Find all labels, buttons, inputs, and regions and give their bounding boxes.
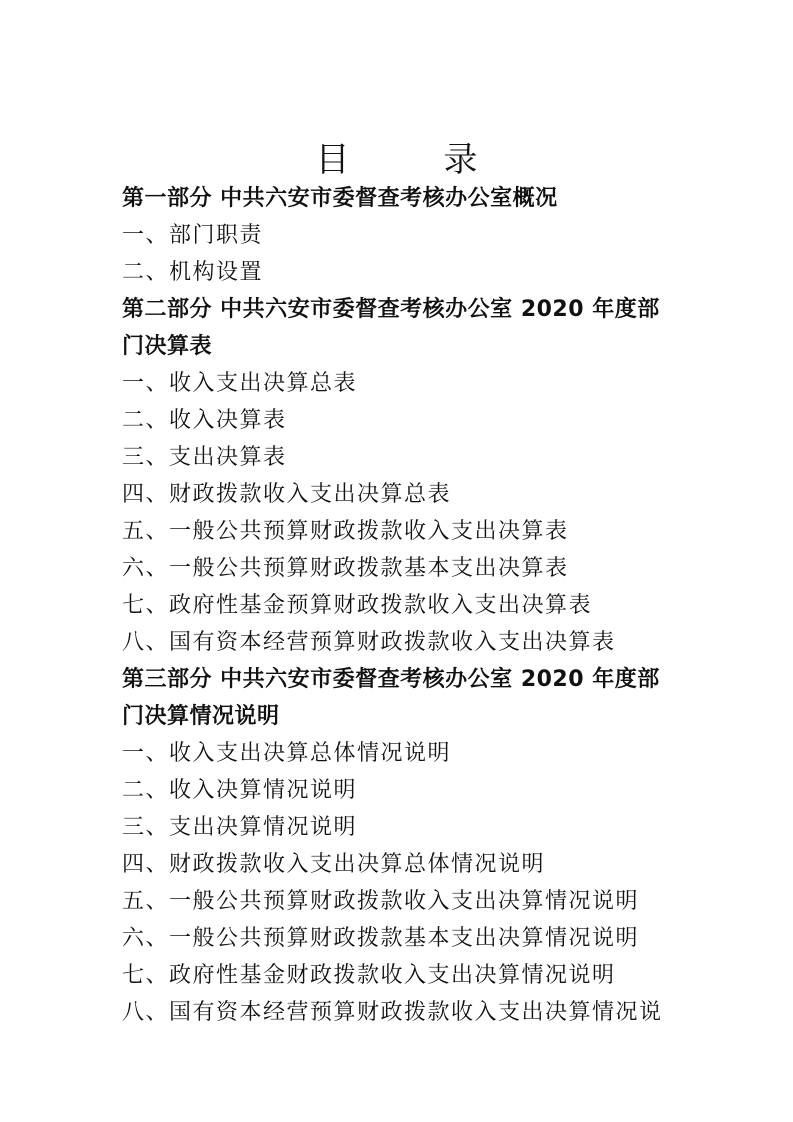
table-of-contents <box>122 180 682 1031</box>
toc-title: 目 录 <box>315 140 508 180</box>
toc-part-heading-continued[interactable]: 门决算情况说明 <box>122 704 280 729</box>
toc-item[interactable]: 二、收入决算情况说明 <box>122 778 358 803</box>
toc-item[interactable]: 八、国有资本经营预算财政拨款收入支出决算表 <box>122 630 616 655</box>
toc-item[interactable]: 四、财政拨款收入支出决算总表 <box>122 482 452 507</box>
toc-item[interactable]: 五、一般公共预算财政拨款收入支出决算表 <box>122 519 569 544</box>
toc-item[interactable]: 一、部门职责 <box>122 223 264 248</box>
toc-item[interactable]: 三、支出决算表 <box>122 445 287 470</box>
toc-item[interactable]: 六、一般公共预算财政拨款基本支出决算情况说明 <box>122 926 640 951</box>
toc-item[interactable]: 一、收入支出决算总表 <box>122 371 358 396</box>
toc-item[interactable]: 三、支出决算情况说明 <box>122 815 358 840</box>
toc-item[interactable]: 五、一般公共预算财政拨款收入支出决算情况说明 <box>122 889 640 914</box>
toc-part-heading[interactable]: 第一部分 中共六安市委督查考核办公室概况 <box>122 186 558 211</box>
toc-item[interactable]: 七、政府性基金财政拨款收入支出决算情况说明 <box>122 963 616 988</box>
toc-item[interactable]: 七、政府性基金预算财政拨款收入支出决算表 <box>122 593 593 618</box>
toc-item[interactable]: 四、财政拨款收入支出决算总体情况说明 <box>122 852 546 877</box>
toc-item[interactable]: 一、收入支出决算总体情况说明 <box>122 741 452 766</box>
toc-item[interactable]: 六、一般公共预算财政拨款基本支出决算表 <box>122 556 569 581</box>
toc-item[interactable]: 二、机构设置 <box>122 260 264 285</box>
toc-part-heading[interactable]: 第三部分 中共六安市委督查考核办公室 2020 年度部 <box>122 667 660 692</box>
toc-item[interactable]: 八、国有资本经营预算财政拨款收入支出决算情况说 <box>122 1000 663 1025</box>
toc-item[interactable]: 二、收入决算表 <box>122 408 287 433</box>
toc-part-heading-continued[interactable]: 门决算表 <box>122 334 213 359</box>
toc-part-heading[interactable]: 第二部分 中共六安市委督查考核办公室 2020 年度部 <box>122 297 660 322</box>
